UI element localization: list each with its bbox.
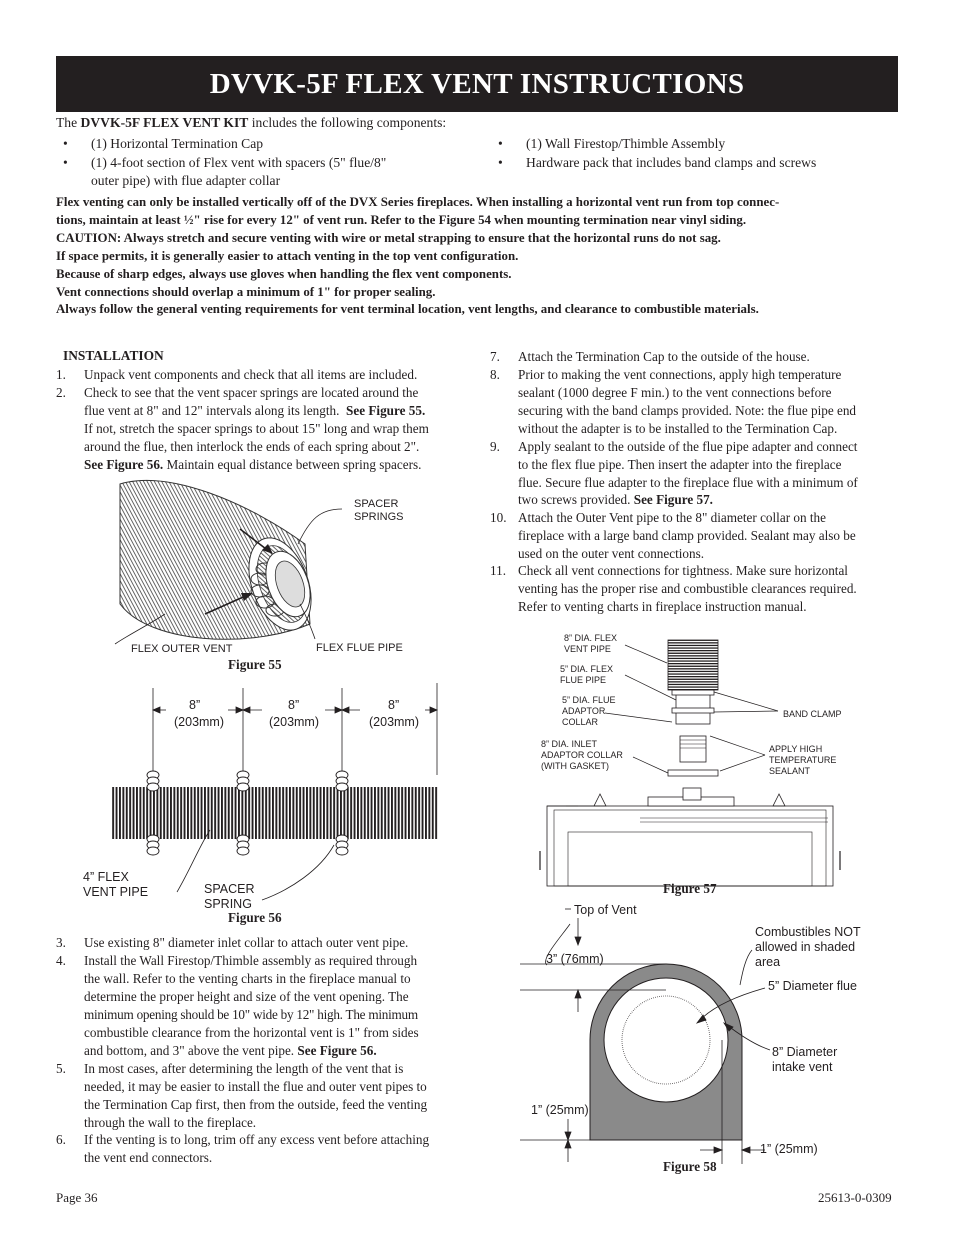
step-text: combustible clearance from the horizontal vent is 1" from sides (84, 1025, 419, 1040)
figure-ref: See Figure 56. (84, 457, 164, 472)
label-top-of-vent: Top of Vent (574, 903, 637, 917)
label-inlet-adaptor-collar: 8” DIA. INLET (541, 739, 598, 749)
figure-ref: See Figure 55. (346, 403, 426, 418)
step-number: 9. (490, 439, 500, 454)
warning-line: CAUTION: Always stretch and secure venting with wire or metal strapping to ensure that the horizontal runs do not sag. (56, 231, 721, 245)
step-text: the Termination Cap first, then from the outside, feed the venting (84, 1097, 428, 1112)
installation-heading: INSTALLATION (63, 348, 164, 363)
label-flex-outer-vent: FLEX OUTER VENT (131, 643, 233, 655)
step-number: 7. (490, 349, 500, 364)
component-item: (1) 4-foot section of Flex vent with spacers (5" flue/8" (91, 155, 387, 170)
label-spacer-spring: SPACER (204, 882, 255, 896)
label-sealant: SEALANT (769, 766, 811, 776)
label-inlet-adaptor-collar: (WITH GASKET) (541, 761, 609, 771)
label-spacer-springs: SPACER (354, 498, 399, 510)
step-text: Check to see that the vent spacer springs are located around the (84, 385, 419, 400)
step-text: needed, it may be easier to install the flue and outer vent pipes to (84, 1079, 427, 1094)
warning-line: Always follow the general venting requirements for vent terminal location, vent lengths, and clearance to combustible materials. (56, 302, 759, 316)
warning-line: Vent connections should overlap a minimum of 1" for proper sealing. (56, 285, 436, 299)
component-item: outer pipe) with flue adapter collar (91, 173, 281, 188)
dim-203mm: (203mm) (269, 715, 320, 729)
figure-58-caption: Figure 58 (663, 1159, 717, 1174)
step-text: through the wall to the fireplace. (84, 1115, 257, 1130)
step-text: Install the Wall Firestop/Thimble assembly as required through (84, 953, 418, 968)
warning-line: Because of sharp edges, always use gloves when handling the flex vent components. (56, 267, 512, 281)
step-text: used on the outer vent connections. (518, 546, 705, 561)
page-title: DVVK-5F FLEX VENT INSTRUCTIONS (209, 67, 745, 100)
label-flex-flue-pipe: FLEX FLUE PIPE (316, 642, 403, 654)
step-text: Unpack vent components and check that all items are included. (84, 367, 418, 382)
figure-55-caption: Figure 55 (228, 657, 282, 672)
step-text: If the venting is to long, trim off any excess vent before attaching (84, 1132, 430, 1147)
label-sealant: TEMPERATURE (769, 755, 837, 765)
step-text: fireplace with a large band clamp provided. Sealant may also be (518, 528, 856, 543)
step-text: securing with the band clamps provided. Note: the flue pipe end (518, 403, 857, 418)
dim-bottom-clearance: 1” (25mm) (531, 1103, 589, 1117)
component-item: (1) Horizontal Termination Cap (91, 136, 264, 151)
label-flex-vent-pipe: 8” DIA. FLEX (564, 633, 618, 643)
label-flex-vent-pipe: 4” FLEX (83, 870, 129, 884)
step-text: If not, stretch the spacer springs to about 15" long and wrap them (84, 421, 429, 436)
figure-56-caption: Figure 56 (228, 910, 282, 925)
intro-suffix: includes the following components: (251, 115, 447, 130)
step-text: Attach the Outer Vent pipe to the 8" diameter collar on the (518, 510, 826, 525)
step-text-part: two screws provided. (518, 492, 631, 507)
figure-ref: See Figure 56. (297, 1043, 377, 1058)
dim-8in: 8” (388, 698, 400, 712)
step-text: Apply sealant to the outside of the flue pipe adapter and connect (518, 439, 858, 454)
bullet: • (498, 136, 503, 151)
label-inlet-adaptor-collar: ADAPTOR COLLAR (541, 750, 623, 760)
step-text: minimum opening should be 10" wide by 12" high. The minimum (84, 1007, 418, 1022)
step-number: 5. (56, 1061, 66, 1076)
intro-kit-name: DVVK-5F FLEX VENT KIT (80, 115, 249, 130)
label-flue-diameter: 5” Diameter flue (768, 979, 857, 993)
document-code: 25613-0-0309 (818, 1190, 892, 1205)
dim-side-clearance: 1” (25mm) (760, 1142, 818, 1156)
bullet: • (63, 155, 68, 170)
label-spacer-springs: SPRINGS (354, 511, 404, 523)
label-flue-adaptor-collar: COLLAR (562, 717, 599, 727)
step-number: 10. (490, 510, 507, 525)
bullet: • (498, 155, 503, 170)
step-number: 6. (56, 1132, 66, 1147)
step-number: 4. (56, 953, 66, 968)
step-text: Use existing 8" diameter inlet collar to attach outer vent pipe. (84, 935, 409, 950)
label-combustibles: area (755, 955, 781, 969)
warning-line: tions, maintain at least ½" rise for every 12" of vent run. Refer to the Figure 54 when mounting termination near vinyl siding. (56, 213, 747, 227)
step-text: sealant (1000 degree F min.) to the vent connections before (518, 385, 832, 400)
dim-203mm: (203mm) (174, 715, 225, 729)
step-number: 3. (56, 935, 66, 950)
step-text: determine the proper height and size of the vent opening. The (84, 989, 409, 1004)
label-combustibles: Combustibles NOT (755, 925, 861, 939)
dim-8in: 8” (288, 698, 300, 712)
intro-prefix: The (56, 115, 78, 130)
label-flue-adaptor-collar: ADAPTOR (562, 706, 606, 716)
step-text: around the flue, then interlock the ends of each spring about 2". (84, 439, 420, 454)
label-combustibles: allowed in shaded (755, 940, 856, 954)
label-flex-flue-pipe: FLUE PIPE (560, 675, 607, 685)
step-text: Check all vent connections for tightness. Make sure horizontal (518, 563, 848, 578)
step-text: to the flex flue pipe. Then insert the adapter into the fireplace (518, 457, 842, 472)
label-intake-diameter: 8” Diameter (772, 1045, 838, 1059)
step-number: 11. (490, 563, 506, 578)
step-text: without the adapter is to be installed to the Termination Cap. (518, 421, 838, 436)
bullet: • (63, 136, 68, 151)
figure-57-caption: Figure 57 (663, 881, 717, 896)
warning-line: If space permits, it is generally easier to attach venting in the top vent configuration. (56, 249, 519, 263)
label-flex-flue-pipe: 5” DIA. FLEX (560, 664, 614, 674)
step-text-part: Maintain equal distance between spring spacers. (166, 457, 422, 472)
step-number: 8. (490, 367, 500, 382)
label-sealant: APPLY HIGH (769, 744, 823, 754)
label-intake-diameter: intake vent (772, 1060, 833, 1074)
label-flex-vent-pipe: VENT PIPE (564, 644, 611, 654)
step-number: 2. (56, 385, 66, 400)
component-item: Hardware pack that includes band clamps and screws (526, 155, 817, 170)
step-text-part: and bottom, and 3" above the vent pipe. (84, 1043, 295, 1058)
step-text: the vent end connectors. (84, 1150, 213, 1165)
step-text: In most cases, after determining the length of the vent that is (84, 1061, 404, 1076)
step-text: venting has the proper rise and combustible clearances required. (518, 581, 857, 596)
step-text: the wall. Refer to the venting charts in the fireplace manual to (84, 971, 411, 986)
dim-203mm: (203mm) (369, 715, 420, 729)
label-band-clamp: BAND CLAMP (783, 709, 842, 719)
step-number: 1. (56, 367, 66, 382)
step-text: Refer to venting charts in fireplace instruction manual. (518, 599, 807, 614)
step-text: Attach the Termination Cap to the outside of the house. (518, 349, 810, 364)
step-text: flue. Secure flue adapter to the fireplace flue with a minimum of (518, 475, 858, 490)
component-item: (1) Wall Firestop/Thimble Assembly (526, 136, 726, 151)
label-spacer-spring: SPRING (204, 897, 252, 911)
page-number: Page 36 (56, 1190, 98, 1205)
step-text-part: flue vent at 8" and 12" intervals along its length. (84, 403, 340, 418)
flue-circle (622, 996, 710, 1084)
label-flex-vent-pipe: VENT PIPE (83, 885, 149, 899)
warning-line: Flex venting can only be installed vertically off of the DVX Series fireplaces. When installing a horizontal vent run from top connec- (56, 195, 780, 209)
figure-ref: See Figure 57. (633, 492, 713, 507)
label-flue-adaptor-collar: 5” DIA. FLUE (562, 695, 616, 705)
step-text: Prior to making the vent connections, apply high temperature (518, 367, 842, 382)
dim-8in: 8” (189, 698, 201, 712)
dim-top-clearance: 3” (76mm) (546, 952, 604, 966)
